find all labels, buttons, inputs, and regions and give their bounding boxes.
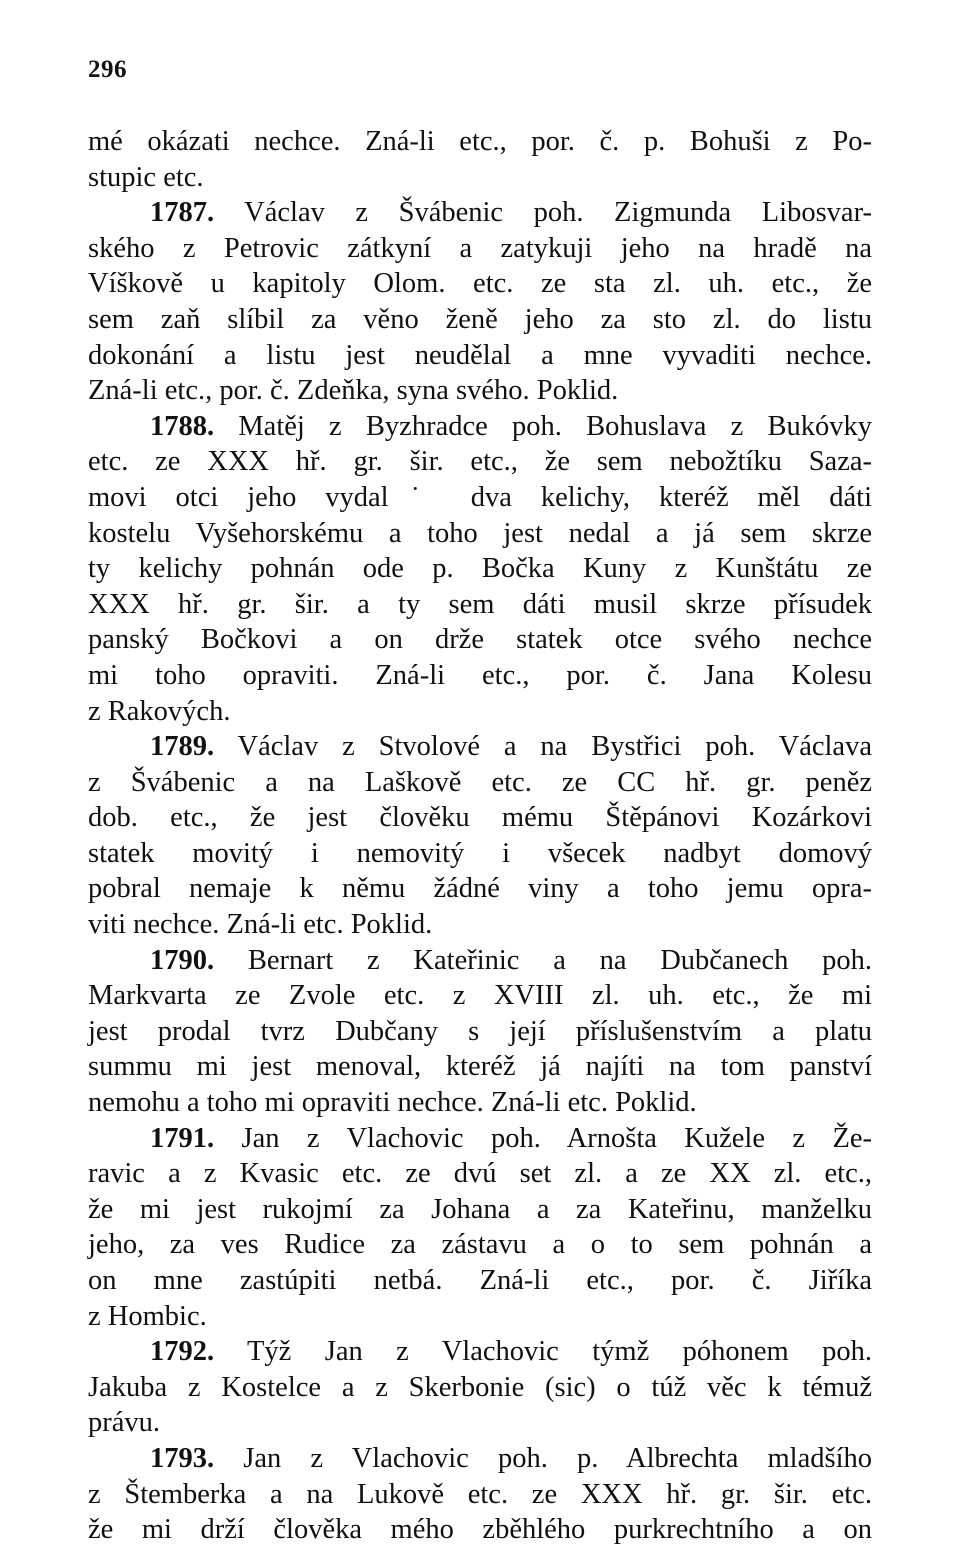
line-text: XXX hř. gr. šir. a ty sem dáti musil skrze přísudek (88, 588, 872, 620)
page-number: 296 (88, 56, 127, 83)
text-line (88, 551, 872, 587)
text-line (88, 124, 872, 160)
line-text: panský Bočkovi a on drže statek otce svého nechce (88, 624, 872, 656)
text-line (88, 1085, 872, 1121)
line-text: že mi drží člověka mého zběhlého purkrechtního a on (88, 1514, 872, 1546)
line-text: stupic etc. (88, 161, 204, 193)
text-line (88, 1299, 872, 1335)
text-line (88, 480, 872, 516)
text-line (88, 266, 872, 302)
line-text: jeho, za ves Rudice za zástavu a o to sem pohnán a (88, 1229, 872, 1261)
line-text: dob. etc., že jest člověku mému Štěpánovi Kozárkovi (88, 802, 872, 834)
entry-number: 1792. (150, 1336, 215, 1368)
entry-number: 1793. (150, 1442, 215, 1474)
text-line (88, 1121, 872, 1157)
line-text: právu. (88, 1407, 161, 1439)
line-text: Václav z Stvolové a na Bystřici poh. Václava (214, 731, 872, 763)
text-line (88, 302, 872, 338)
text-line (88, 516, 872, 552)
entry-number: 1790. (150, 944, 215, 976)
line-text: z Štemberka a na Lukově etc. ze XXX hř. gr. šir. etc. (88, 1478, 872, 1510)
entry-number: 1787. (150, 197, 215, 229)
text-line (88, 1014, 872, 1050)
text-line (88, 658, 872, 694)
text-line (88, 1477, 872, 1513)
line-text: Víškově u kapitoly Olom. etc. ze sta zl. uh. etc., že (88, 268, 872, 300)
text-line (88, 1370, 872, 1406)
line-text: ty kelichy pohnán ode p. Bočka Kuny z Kunštátu ze (88, 553, 872, 585)
text-line (88, 1263, 872, 1299)
text-line (88, 1512, 872, 1548)
text-line (88, 978, 872, 1014)
text-line (88, 907, 872, 943)
text-line (88, 231, 872, 267)
text-line (88, 587, 872, 623)
line-text: že mi jest rukojmí za Johana a za Kateřinu, manželku (88, 1193, 872, 1225)
line-text: pobral nemaje k němu žádné viny a toho jemu opra- (88, 873, 872, 905)
text-line (88, 943, 872, 979)
line-text: on mne zastúpiti netbá. Zná-li etc., por. č. Jiříka (88, 1265, 872, 1296)
text-line (88, 373, 872, 409)
text-line (88, 338, 872, 374)
text-line (88, 1049, 872, 1085)
entry-number: 1788. (150, 410, 215, 442)
text-line (88, 1192, 872, 1228)
text-line (88, 836, 872, 872)
text-line (88, 409, 872, 445)
line-text: statek movitý i nemovitý i všecek nadbyt domový (88, 837, 872, 869)
line-text: z Hombic. (88, 1300, 207, 1332)
line-text: Jan z Vlachovic poh. Arnošta Kužele z Že- (214, 1122, 872, 1154)
entry-number: 1791. (150, 1122, 215, 1154)
entry-number: 1789. (150, 731, 215, 763)
line-text: viti nechce. Zná-li etc. Poklid. (88, 909, 433, 941)
text-line (88, 765, 872, 801)
line-text: Jan z Vlachovic poh. p. Albrechta mladšího (214, 1442, 872, 1474)
line-text: summu mi jest menoval, kteréž já najíti na tom panství (88, 1051, 872, 1083)
text-line (88, 195, 872, 231)
line-text: Týž Jan z Vlachovic týmž póhonem poh. (214, 1336, 872, 1368)
line-text: movi otci jeho vydal˙ dva kelichy, kteréž měl dáti (88, 481, 872, 513)
line-text: z Švábenic a na Laškově etc. ze CC hř. gr. peněz (88, 766, 872, 798)
line-text: ského z Petrovic zátkyní a zatykuji jeho na hradě na (88, 232, 872, 264)
line-text: nemohu a toho mi opraviti nechce. Zná-li etc. Poklid. (88, 1087, 697, 1119)
text-line (88, 871, 872, 907)
line-text: jest prodal tvrz Dubčany s její příslušenstvím a platu (88, 1015, 872, 1047)
text-line (88, 160, 872, 196)
line-text: sem zaň slíbil za věno ženě jeho za sto zl. do listu (88, 303, 872, 335)
text-line (88, 1156, 872, 1192)
line-text: mé okázati nechce. Zná-li etc., por. č. p. Bohuši z Po- (88, 126, 872, 157)
text-line (88, 622, 872, 658)
line-text: Bernart z Kateřinic a na Dubčanech poh. (214, 944, 872, 976)
line-text: Zná-li etc., por. č. Zdeňka, syna svého. Poklid. (88, 375, 619, 407)
text-line (88, 729, 872, 765)
text-line (88, 444, 872, 480)
line-text: ravic a z Kvasic etc. ze dvú set zl. a ze XX zl. etc., (88, 1158, 872, 1190)
body-text (88, 124, 872, 1548)
text-line (88, 694, 872, 730)
line-text: etc. ze XXX hř. gr. šir. etc., že sem nebožtíku Saza- (88, 446, 872, 478)
line-text: mi toho opraviti. Zná-li etc., por. č. Jana Kolesu (88, 659, 872, 691)
text-line (88, 800, 872, 836)
text-line (88, 1405, 872, 1441)
line-text: z Rakových. (88, 695, 231, 727)
line-text: Matěj z Byzhradce poh. Bohuslava z Bukóvky (214, 410, 872, 442)
line-text: Václav z Švábenic poh. Zigmunda Libosvar- (214, 197, 872, 229)
line-text: dokonání a listu jest neudělal a mne vyvaditi nechce. (88, 339, 872, 371)
line-text: Jakuba z Kostelce a z Skerbonie (sic) o túž věc k témuž (88, 1371, 872, 1403)
line-text: kostelu Vyšehorskému a toho jest nedal a já sem skrze (88, 517, 872, 549)
text-line (88, 1441, 872, 1477)
text-line (88, 1227, 872, 1263)
text-line (88, 1334, 872, 1370)
line-text: Markvarta ze Zvole etc. z XVIII zl. uh. etc., že mi (88, 980, 872, 1012)
